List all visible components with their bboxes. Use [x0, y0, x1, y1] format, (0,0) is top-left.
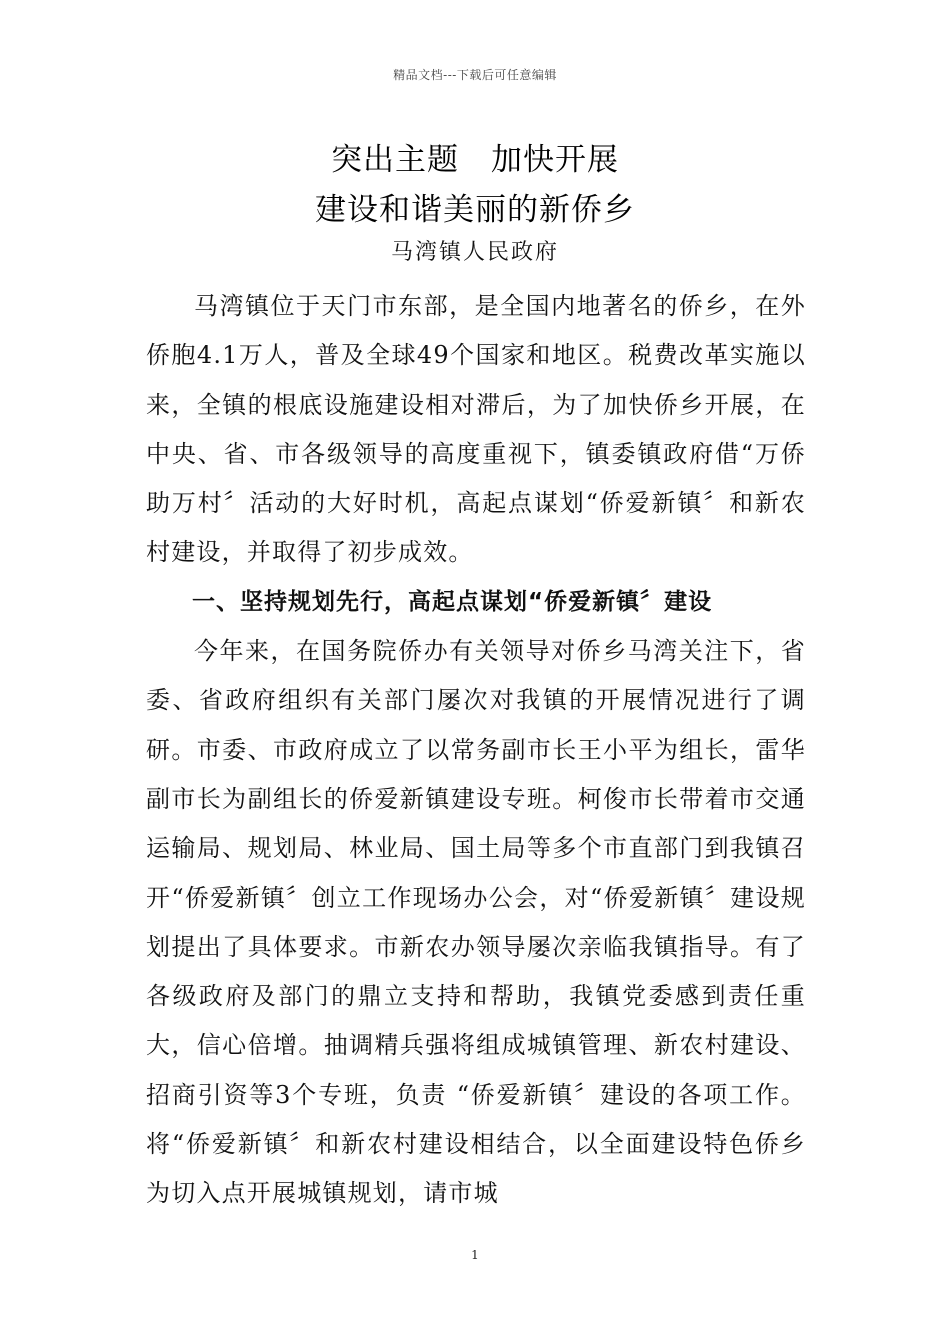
header-note: 精品文档---下载后可任意编辑 — [393, 68, 557, 82]
document-body — [146, 282, 806, 1219]
document-author: 马湾镇人民政府 — [390, 240, 559, 265]
section-heading-1: 一、坚持规划先行，高起点谋划“侨爱新镇〞建设 — [192, 588, 713, 615]
body-paragraph-2: 今年来，在国务院侨办有关领导对侨乡马湾关注下，省委、省政府组织有关部门屡次对我镇的开展情况进行了调研。市委、市政府成立了以常务副市长王小平为组长，雷华副市长为副组长的侨爱新镇建设专班。柯俊市长带着市交通运输局、规划局、林业局、国土局等多个市直部门到我镇召开“侨爱新镇〞创立工作现场办公会，对“侨爱新镇〞建设规划提出了具体要求。市新农办领导屡次亲临我镇指导。有了各级政府及部门的鼎立支持和帮助，我镇党委感到责任重大，信心倍增。抽调精兵强将组成城镇管理、新农村建设、招商引资等3个专班，负责 “侨爱新镇〞建设的各项工作。将“侨爱新镇〞和新农村建设相结合，以全面建设特色侨乡为切入点开展城镇规划，请市城 — [146, 637, 806, 1208]
document-title-line-2: 建设和谐美丽的新侨乡 — [315, 192, 635, 228]
body-paragraph-1: 马湾镇位于天门市东部，是全国内地著名的侨乡，在外侨胞4.1万人，普及全球49个国家和地区。税费改革实施以来，全镇的根底设施建设相对滞后，为了加快侨乡开展，在中央、省、市各级领导的高度重视下，镇委镇政府借“万侨助万村〞活动的大好时机，高起点谋划“侨爱新镇〞和新农村建设，并取得了初步成效。 — [146, 292, 806, 567]
page-number: 1 — [471, 1248, 479, 1262]
document-title-line-1: 突出主题 加快开展 — [331, 142, 619, 178]
